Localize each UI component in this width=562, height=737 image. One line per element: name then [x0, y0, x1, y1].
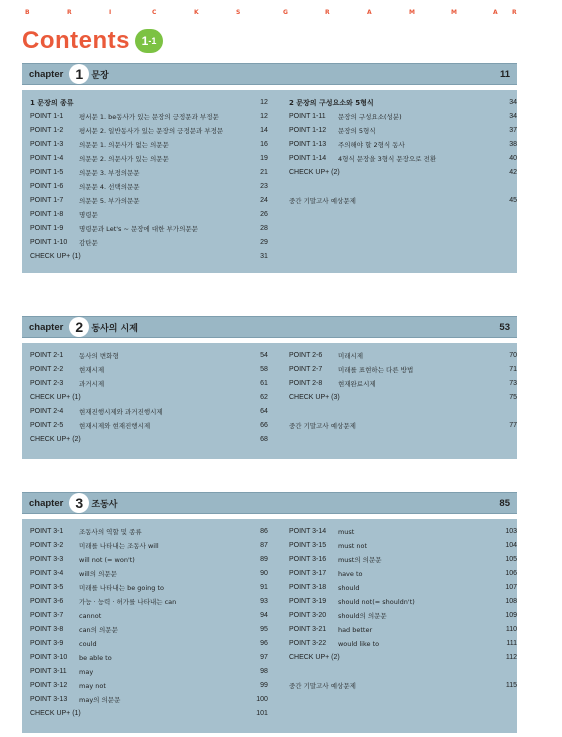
- header-letter: R: [325, 9, 330, 16]
- toc-entry-title: 의문문 3. 부정의문문: [79, 169, 140, 177]
- toc-entry-label: 2 문장의 구성요소와 5형식: [288, 99, 374, 107]
- toc-column-right: [289, 96, 517, 273]
- toc-spacer: [289, 665, 517, 679]
- toc-entry-title: 현재시제와 현재진행시제: [79, 422, 151, 430]
- chapter-toc-body: [22, 343, 517, 459]
- toc-entry[interactable]: [30, 138, 268, 152]
- toc-entry-label: POINT 3-12: [30, 682, 68, 689]
- toc-entry[interactable]: [30, 525, 268, 539]
- toc-entry-label: POINT 3-19: [288, 598, 327, 605]
- toc-column-right: [289, 349, 517, 459]
- toc-entry-page: 106: [505, 570, 517, 577]
- toc-entry[interactable]: [289, 567, 517, 581]
- toc-entry-label: POINT 2-3: [30, 380, 64, 387]
- toc-entry-page: 73: [509, 380, 517, 387]
- toc-entry-label: POINT 3-3: [30, 556, 64, 563]
- toc-entry[interactable]: [30, 222, 268, 236]
- toc-entry[interactable]: [289, 166, 517, 180]
- toc-entry-title: 미래를 나타내는 조동사 will: [79, 542, 159, 550]
- toc-entry-label: POINT 1-7: [30, 197, 64, 204]
- toc-entry-label: POINT 1-4: [30, 155, 64, 162]
- toc-entry[interactable]: [289, 124, 517, 138]
- chapter-header[interactable]: [22, 63, 517, 85]
- toc-column-left: [30, 525, 268, 733]
- toc-entry-label: POINT 1-6: [30, 183, 64, 190]
- toc-entry-page: 28: [260, 225, 268, 232]
- chapter-block: [22, 63, 517, 273]
- toc-entry-page: 99: [260, 682, 268, 689]
- toc-entry-title: 미래시제: [337, 352, 364, 360]
- toc-entry[interactable]: [289, 539, 517, 553]
- toc-entry-page: 109: [505, 612, 517, 619]
- toc-entry[interactable]: [289, 525, 517, 539]
- toc-entry-page: 34: [509, 99, 517, 106]
- toc-entry-page: 100: [256, 696, 268, 703]
- toc-entry-label: POINT 2-7: [288, 366, 323, 373]
- toc-entry[interactable]: [30, 349, 268, 363]
- toc-entry-page: 68: [260, 436, 268, 443]
- series-header-letters: [25, 9, 515, 19]
- chapter-page: 53: [499, 321, 510, 333]
- header-letter: M: [451, 9, 457, 16]
- chapter-title: 문장: [91, 70, 109, 81]
- toc-entry-page: 66: [260, 422, 268, 429]
- toc-entry-title: 명령문과 Let's ~ 문장에 대한 부가의문문: [79, 225, 198, 233]
- toc-entry-page: 12: [260, 113, 268, 120]
- toc-entry-page: 16: [260, 141, 268, 148]
- header-letter: A: [367, 9, 372, 16]
- toc-entry-page: 23: [260, 183, 268, 190]
- toc-entry-page: 93: [260, 598, 268, 605]
- header-letter: R: [512, 9, 517, 16]
- toc-entry-label: POINT 2-8: [288, 380, 323, 387]
- toc-entry-title: 조동사의 역할 및 종류: [79, 528, 142, 536]
- volume-badge: [135, 29, 163, 53]
- toc-entry-page: 101: [256, 710, 268, 717]
- volume-badge-sub: -1: [148, 36, 157, 46]
- toc-entry[interactable]: [30, 391, 268, 405]
- toc-entry[interactable]: [30, 166, 268, 180]
- toc-entry-label: POINT 1-2: [30, 127, 64, 134]
- toc-entry-label: POINT 3-4: [30, 570, 64, 577]
- toc-entry-label: POINT 2-5: [30, 422, 64, 429]
- header-letter: G: [283, 9, 288, 16]
- toc-entry-label: 중간 기말고사 예상문제: [288, 682, 356, 690]
- toc-entry-title: 의문문 4. 선택의문문: [79, 183, 140, 191]
- toc-entry[interactable]: [30, 363, 268, 377]
- toc-entry[interactable]: [30, 539, 268, 553]
- toc-entry[interactable]: [30, 665, 268, 679]
- toc-entry-page: 108: [505, 598, 517, 605]
- toc-entry-label: 중간 기말고사 예상문제: [288, 422, 356, 430]
- toc-entry-page: 24: [260, 197, 268, 204]
- toc-entry-page: 21: [260, 169, 268, 176]
- toc-entry-label: POINT 3-17: [288, 570, 327, 577]
- toc-section-heading[interactable]: [30, 96, 268, 110]
- toc-entry-title: would like to: [337, 640, 380, 648]
- chapter-toc-body: [22, 519, 517, 733]
- toc-entry-title: 현재진행시제와 과거진행시제: [79, 408, 163, 416]
- toc-entry-title: should의 의문문: [337, 612, 387, 620]
- toc-entry-label: POINT 1-8: [30, 211, 64, 218]
- toc-entry-title: 문장의 구성요소(성분): [337, 113, 402, 121]
- toc-entry-label: POINT 3-16: [288, 556, 327, 563]
- toc-entry-page: 112: [505, 654, 517, 661]
- toc-entry-title: could: [79, 640, 97, 648]
- toc-entry[interactable]: [289, 419, 517, 433]
- chapter-page: 85: [499, 497, 510, 509]
- header-letter: C: [152, 9, 157, 16]
- toc-entry-label: POINT 1-13: [288, 141, 327, 148]
- toc-entry-page: 12: [260, 99, 268, 106]
- chapter-block: [22, 492, 517, 733]
- toc-entry[interactable]: [30, 377, 268, 391]
- toc-entry-title: cannot: [79, 612, 102, 620]
- toc-entry-page: 31: [260, 253, 268, 260]
- toc-entry-label: POINT 3-13: [30, 696, 68, 703]
- toc-entry[interactable]: [30, 250, 268, 264]
- toc-entry-page: 98: [260, 668, 268, 675]
- header-letter: S: [236, 9, 241, 16]
- toc-entry-page: 96: [260, 640, 268, 647]
- toc-entry-page: 89: [260, 556, 268, 563]
- toc-entry[interactable]: [289, 679, 517, 693]
- toc-entry-label: 중간 기말고사 예상문제: [288, 197, 356, 205]
- toc-entry-page: 37: [509, 127, 517, 134]
- toc-entry[interactable]: [30, 194, 268, 208]
- toc-entry-label: POINT 3-14: [288, 528, 327, 535]
- toc-entry-title: 미래를 표현하는 다른 방법: [337, 366, 414, 374]
- toc-entry-page: 14: [260, 127, 268, 134]
- toc-entry-page: 111: [506, 640, 517, 647]
- toc-entry-label: POINT 3-8: [30, 626, 64, 633]
- toc-entry-page: 62: [260, 394, 268, 401]
- toc-entry-title: can의 의문문: [79, 626, 118, 634]
- toc-entry[interactable]: [289, 363, 517, 377]
- toc-entry[interactable]: [289, 194, 517, 208]
- toc-entry-label: POINT 2-6: [288, 352, 323, 359]
- toc-entry-title: 평서문 2. 일반동사가 있는 문장의 긍정문과 부정문: [79, 127, 224, 135]
- chapter-number: 1: [69, 64, 89, 84]
- toc-entry-page: 90: [260, 570, 268, 577]
- toc-entry-page: 107: [505, 584, 517, 591]
- toc-entry-page: 34: [509, 113, 517, 120]
- toc-entry[interactable]: [289, 609, 517, 623]
- toc-entry[interactable]: [30, 553, 268, 567]
- toc-entry-title: 주의해야 할 2형식 동사: [337, 141, 405, 149]
- toc-entry-title: 감탄문: [79, 239, 98, 247]
- toc-entry-label: POINT 3-1: [30, 528, 64, 535]
- toc-spacer: [289, 180, 517, 194]
- toc-entry-label: POINT 3-6: [30, 598, 64, 605]
- toc-entry-page: 70: [509, 352, 517, 359]
- toc-entry-page: 61: [260, 380, 268, 387]
- toc-entry-label: 1 문장의 종류: [30, 99, 74, 107]
- chapter-word: chapter: [29, 497, 64, 509]
- toc-entry-page: 110: [505, 626, 517, 633]
- toc-entry-label: POINT 1-3: [30, 141, 64, 148]
- toc-entry-page: 40: [509, 155, 517, 162]
- toc-entry-label: POINT 2-4: [30, 408, 64, 415]
- toc-entry-title: had better: [337, 626, 373, 634]
- chapter-header[interactable]: [22, 492, 517, 514]
- toc-entry-title: must의 의문문: [337, 556, 382, 564]
- header-letter: R: [67, 9, 72, 16]
- toc-entry[interactable]: [30, 595, 268, 609]
- toc-entry[interactable]: [30, 651, 268, 665]
- toc-entry[interactable]: [30, 623, 268, 637]
- toc-entry-label: POINT 3-22: [288, 640, 327, 647]
- toc-entry[interactable]: [30, 236, 268, 250]
- toc-entry-page: 104: [505, 542, 517, 549]
- toc-entry[interactable]: [30, 110, 268, 124]
- toc-entry-label: POINT 2-2: [30, 366, 64, 373]
- toc-entry-title: 동사의 변화형: [79, 352, 119, 360]
- toc-entry-page: 87: [260, 542, 268, 549]
- chapter-word: chapter: [29, 321, 64, 333]
- toc-entry-page: 64: [260, 408, 268, 415]
- chapter-header[interactable]: [22, 316, 517, 338]
- toc-entry-label: POINT 2-1: [30, 352, 64, 359]
- toc-entry[interactable]: [30, 693, 268, 707]
- toc-entry[interactable]: [30, 609, 268, 623]
- toc-entry[interactable]: [289, 637, 517, 651]
- toc-entry-page: 45: [509, 197, 517, 204]
- toc-entry-page: 29: [260, 239, 268, 246]
- toc-entry-label: CHECK UP+ (3): [288, 394, 340, 401]
- contents-title: [22, 26, 163, 56]
- toc-entry-label: POINT 1-11: [288, 113, 326, 120]
- chapter-word: chapter: [29, 68, 64, 80]
- volume-badge-number: 1: [141, 34, 149, 48]
- toc-entry-page: 42: [509, 169, 517, 176]
- chapter-page: 11: [499, 68, 510, 80]
- toc-entry[interactable]: [30, 419, 268, 433]
- toc-entry[interactable]: [289, 391, 517, 405]
- toc-entry-label: POINT 1-5: [30, 169, 64, 176]
- toc-spacer: [289, 405, 517, 419]
- toc-entry[interactable]: [30, 679, 268, 693]
- toc-entry-title: 의문문 2. 의문사가 있는 의문문: [79, 155, 169, 163]
- header-letter: K: [194, 9, 199, 16]
- toc-section-heading[interactable]: [289, 96, 517, 110]
- toc-entry[interactable]: [289, 623, 517, 637]
- toc-entry-title: 평서문 1. be동사가 있는 문장의 긍정문과 부정문: [79, 113, 219, 121]
- toc-entry-title: will의 의문문: [79, 570, 117, 578]
- toc-entry-label: POINT 1-10: [30, 239, 68, 246]
- toc-entry-label: POINT 3-5: [30, 584, 64, 591]
- chapter-number: 2: [69, 317, 89, 337]
- toc-entry-label: POINT 3-20: [288, 612, 327, 619]
- toc-column-left: [30, 96, 268, 273]
- toc-entry-page: 38: [509, 141, 517, 148]
- toc-entry-label: CHECK UP+ (1): [30, 710, 81, 717]
- chapter-block: [22, 316, 517, 459]
- toc-entry-title: will not (= won't): [79, 556, 135, 564]
- toc-entry[interactable]: [289, 138, 517, 152]
- chapter-title: 조동사: [91, 499, 118, 510]
- toc-entry-page: 75: [509, 394, 517, 401]
- toc-entry-title: should: [337, 584, 360, 592]
- toc-entry-title: may의 의문문: [79, 696, 121, 704]
- toc-entry-title: 명령문: [79, 211, 98, 219]
- chapter-toc-body: [22, 90, 517, 273]
- chapter-number: 3: [69, 493, 89, 513]
- toc-entry[interactable]: [289, 377, 517, 391]
- toc-entry-title: 가능 · 능력 · 허가를 나타내는 can: [79, 598, 177, 606]
- toc-entry[interactable]: [30, 581, 268, 595]
- toc-entry[interactable]: [289, 595, 517, 609]
- toc-entry-page: 86: [260, 528, 268, 535]
- toc-entry-page: 94: [260, 612, 268, 619]
- chapter-title: 동사의 시제: [91, 323, 138, 334]
- toc-column-right: [289, 525, 517, 733]
- toc-entry-title: may not: [79, 682, 106, 690]
- toc-entry-title: may: [79, 668, 94, 676]
- toc-entry[interactable]: [30, 567, 268, 581]
- toc-entry-title: 4형식 문장을 3형식 문장으로 전환: [337, 155, 437, 163]
- toc-entry-title: should not(= shouldn't): [337, 598, 415, 606]
- toc-entry[interactable]: [30, 637, 268, 651]
- toc-entry-page: 77: [509, 422, 517, 429]
- toc-entry-label: POINT 3-15: [288, 542, 327, 549]
- toc-entry-label: POINT 3-21: [288, 626, 327, 633]
- page-title: Contents: [22, 27, 130, 54]
- toc-entry-label: POINT 1-14: [288, 155, 327, 162]
- toc-entry-label: POINT 1-1: [30, 113, 64, 120]
- toc-entry-label: CHECK UP+ (2): [288, 169, 340, 176]
- toc-entry-page: 26: [260, 211, 268, 218]
- toc-entry-title: must: [337, 528, 355, 536]
- toc-entry-page: 115: [505, 682, 517, 689]
- toc-entry-page: 71: [509, 366, 517, 373]
- header-letter: A: [493, 9, 498, 16]
- toc-column-left: [30, 349, 268, 459]
- toc-entry[interactable]: [289, 110, 517, 124]
- toc-entry-page: 91: [260, 584, 268, 591]
- toc-entry-title: have to: [337, 570, 363, 578]
- toc-entry-label: CHECK UP+ (2): [30, 436, 81, 443]
- toc-entry-label: POINT 3-10: [30, 654, 68, 661]
- toc-entry-page: 58: [260, 366, 268, 373]
- toc-entry-label: POINT 3-18: [288, 584, 327, 591]
- toc-entry-page: 19: [260, 155, 268, 162]
- header-letter: M: [409, 9, 415, 16]
- toc-entry-page: 105: [505, 556, 517, 563]
- header-letter: I: [109, 9, 112, 16]
- toc-entry-title: 문장의 5형식: [337, 127, 376, 135]
- toc-entry[interactable]: [289, 349, 517, 363]
- toc-entry-title: must not: [337, 542, 368, 550]
- toc-entry-title: 의문문 5. 부가의문문: [79, 197, 140, 205]
- toc-entry-label: POINT 1-9: [30, 225, 64, 232]
- toc-entry-label: CHECK UP+ (1): [30, 394, 81, 401]
- toc-entry[interactable]: [289, 553, 517, 567]
- toc-entry-label: POINT 3-7: [30, 612, 64, 619]
- header-letter: B: [25, 9, 30, 16]
- toc-entry-label: POINT 3-2: [30, 542, 64, 549]
- toc-entry[interactable]: [30, 152, 268, 166]
- toc-entry[interactable]: [30, 208, 268, 222]
- toc-entry-page: 54: [260, 352, 268, 359]
- toc-entry[interactable]: [289, 152, 517, 166]
- toc-entry-title: 의문문 1. 의문사가 없는 의문문: [79, 141, 169, 149]
- toc-entry-title: 과거시제: [79, 380, 105, 388]
- toc-entry-label: POINT 1-12: [288, 127, 327, 134]
- toc-entry-label: CHECK UP+ (1): [30, 253, 81, 260]
- toc-entry-label: POINT 3-11: [30, 668, 67, 675]
- toc-entry-title: 현재완료시제: [337, 380, 376, 388]
- toc-entry-title: 현재시제: [79, 366, 105, 374]
- toc-entry[interactable]: [289, 581, 517, 595]
- toc-entry-page: 95: [260, 626, 268, 633]
- toc-entry-title: be able to: [79, 654, 112, 662]
- toc-entry[interactable]: [30, 707, 268, 721]
- toc-entry-label: POINT 3-9: [30, 640, 64, 647]
- toc-entry[interactable]: [30, 433, 268, 447]
- toc-entry[interactable]: [30, 124, 268, 138]
- toc-entry[interactable]: [30, 405, 268, 419]
- toc-entry-label: CHECK UP+ (2): [288, 654, 340, 661]
- toc-entry-page: 97: [260, 654, 268, 661]
- toc-entry[interactable]: [289, 651, 517, 665]
- toc-entry-title: 미래를 나타내는 be going to: [79, 584, 165, 592]
- toc-entry[interactable]: [30, 180, 268, 194]
- toc-entry-page: 103: [505, 528, 517, 535]
